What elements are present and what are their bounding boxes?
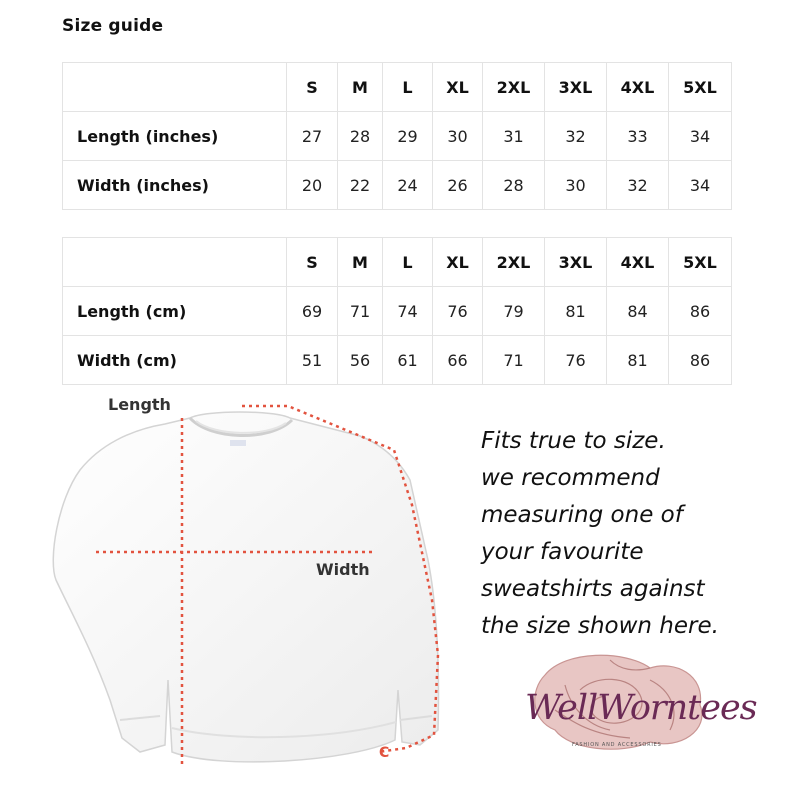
- size-header: XL: [433, 238, 483, 287]
- note-line: the size shown here.: [481, 613, 719, 639]
- table-row: [63, 336, 732, 385]
- table-cell: 27: [287, 112, 338, 161]
- sweatshirt-diagram: [0, 385, 470, 794]
- width-label: Width: [316, 560, 370, 579]
- table-cell: 30: [433, 112, 483, 161]
- row-label: Length (cm): [63, 287, 287, 336]
- size-header: L: [383, 63, 433, 112]
- corner-cell: [63, 63, 287, 112]
- table-cell: 28: [483, 161, 545, 210]
- note-line: we recommend: [481, 465, 660, 491]
- size-header: S: [287, 63, 338, 112]
- table-cell: 34: [669, 161, 732, 210]
- c-label: C: [379, 745, 390, 761]
- size-header: 4XL: [607, 238, 669, 287]
- size-header: 2XL: [483, 238, 545, 287]
- size-table-inches: [62, 62, 732, 210]
- size-header: S: [287, 238, 338, 287]
- brand-logo-text: WellWorntees: [525, 688, 757, 728]
- table-header-row: [63, 63, 732, 112]
- table-cell: 56: [338, 336, 383, 385]
- size-table-cm: [62, 237, 732, 385]
- table-cell: 26: [433, 161, 483, 210]
- row-label: Width (cm): [63, 336, 287, 385]
- table-cell: 31: [483, 112, 545, 161]
- table-cell: 84: [607, 287, 669, 336]
- corner-cell: [63, 238, 287, 287]
- size-header: M: [338, 238, 383, 287]
- table-row: [63, 112, 732, 161]
- table-cell: 74: [383, 287, 433, 336]
- size-header: 4XL: [607, 63, 669, 112]
- size-header: L: [383, 238, 433, 287]
- table-cell: 22: [338, 161, 383, 210]
- size-header: 5XL: [669, 238, 732, 287]
- table-cell: 71: [338, 287, 383, 336]
- table-row: [63, 287, 732, 336]
- table-cell: 32: [607, 161, 669, 210]
- page-title: Size guide: [62, 16, 164, 36]
- size-header: 5XL: [669, 63, 732, 112]
- table-cell: 76: [433, 287, 483, 336]
- table-cell: 28: [338, 112, 383, 161]
- table-cell: 76: [545, 336, 607, 385]
- note-line: your favourite: [481, 539, 644, 565]
- table-cell: 86: [669, 336, 732, 385]
- table-cell: 66: [433, 336, 483, 385]
- size-header: 3XL: [545, 238, 607, 287]
- size-header: 3XL: [545, 63, 607, 112]
- table-cell: 81: [545, 287, 607, 336]
- table-cell: 32: [545, 112, 607, 161]
- table-cell: 86: [669, 287, 732, 336]
- table-cell: 61: [383, 336, 433, 385]
- table-cell: 30: [545, 161, 607, 210]
- table-cell: 33: [607, 112, 669, 161]
- table-cell: 71: [483, 336, 545, 385]
- length-label: Length: [108, 395, 171, 414]
- brand-tagline: FASHION AND ACCESSORIES: [572, 742, 662, 748]
- shirt-tag: [230, 440, 246, 446]
- table-cell: 79: [483, 287, 545, 336]
- table-cell: 29: [383, 112, 433, 161]
- table-cell: 81: [607, 336, 669, 385]
- row-label: Width (inches): [63, 161, 287, 210]
- size-header: XL: [433, 63, 483, 112]
- table-cell: 24: [383, 161, 433, 210]
- table-cell: 34: [669, 112, 732, 161]
- note-line: Fits true to size.: [481, 428, 666, 454]
- note-line: sweatshirts against: [481, 576, 705, 602]
- row-label: Length (inches): [63, 112, 287, 161]
- fit-note: [481, 423, 781, 645]
- size-header: M: [338, 63, 383, 112]
- table-cell: 51: [287, 336, 338, 385]
- table-cell: 20: [287, 161, 338, 210]
- table-row: [63, 161, 732, 210]
- size-header: 2XL: [483, 63, 545, 112]
- sweatshirt-body: [53, 412, 438, 762]
- note-line: measuring one of: [481, 502, 683, 528]
- table-cell: 69: [287, 287, 338, 336]
- table-header-row: [63, 238, 732, 287]
